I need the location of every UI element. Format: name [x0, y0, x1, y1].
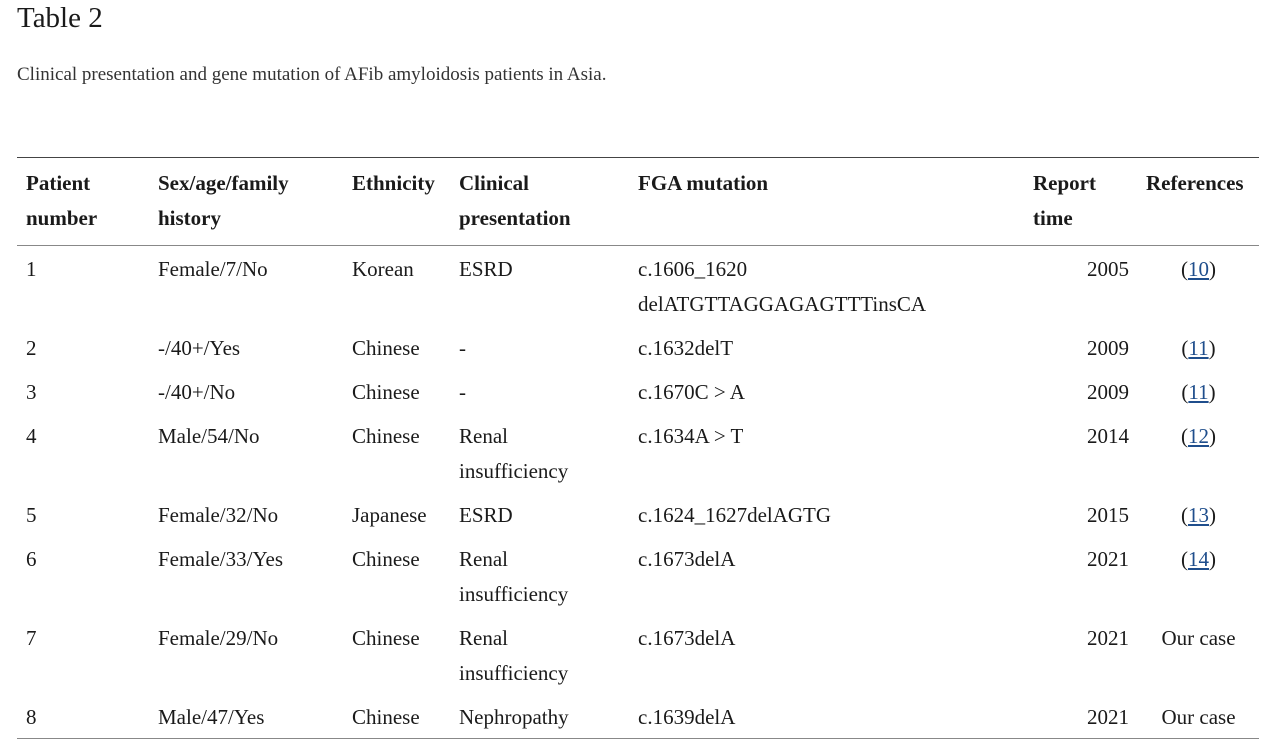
table-row [17, 615, 1259, 694]
cell-patient-number: 5 [26, 503, 37, 527]
cell-sex-age-history: Female/7/No [158, 257, 268, 281]
ref-close-paren: ) [1209, 503, 1216, 527]
table-row [17, 246, 1259, 326]
cell-references [1137, 615, 1259, 694]
ref-close-paren: ) [1209, 424, 1216, 448]
ref-open-paren: ( [1181, 503, 1188, 527]
table-row [17, 492, 1259, 536]
cell-report-time: 2005 [1087, 257, 1129, 281]
table-row [17, 325, 1259, 369]
cell-ethnicity: Japanese [352, 503, 427, 527]
cell-patient-number: 8 [26, 705, 37, 729]
reference-link[interactable]: 14 [1188, 547, 1209, 571]
cell-report-time: 2021 [1087, 547, 1129, 571]
col-header-ethnicity: Ethnicity [352, 171, 435, 195]
cell-patient-number: 6 [26, 547, 37, 571]
cell-report-time: 2015 [1087, 503, 1129, 527]
cell-references [1137, 413, 1259, 492]
data-table [17, 157, 1259, 739]
cell-fga-mutation: c.1634A > T [638, 424, 744, 448]
col-header-clinical-presentation: Clinical presentation [459, 171, 571, 230]
ref-close-paren: ) [1208, 336, 1216, 360]
col-header-report-time: Report time [1033, 171, 1096, 230]
ref-open-paren: ( [1181, 336, 1189, 360]
cell-clinical-presentation: ESRD [459, 257, 513, 281]
cell-sex-age-history: Female/33/Yes [158, 547, 284, 571]
cell-report-time: 2014 [1087, 424, 1129, 448]
cell-sex-age-history: Male/54/No [158, 424, 260, 448]
ref-close-paren: ) [1208, 380, 1216, 404]
cell-fga-mutation: c.1624_1627delAGTG [638, 503, 832, 527]
header-row [17, 158, 1259, 246]
ref-close-paren: ) [1209, 547, 1216, 571]
table-caption: Clinical presentation and gene mutation of AFib amyloidosis patients in Asia. [17, 64, 607, 85]
cell-clinical-presentation: - [459, 380, 466, 404]
cell-references [1137, 536, 1259, 615]
cell-clinical-presentation: ESRD [459, 503, 513, 527]
col-header-fga-mutation: FGA mutation [638, 171, 769, 195]
cell-fga-mutation: c.1670C > A [638, 380, 745, 404]
table-row [17, 694, 1259, 739]
cell-sex-age-history: -/40+/No [158, 380, 236, 404]
table-body [17, 246, 1259, 739]
reference-link[interactable]: 11 [1188, 380, 1209, 404]
ref-open-paren: ( [1181, 424, 1188, 448]
col-header-sex-age-history: Sex/age/family history [158, 171, 289, 230]
cell-ethnicity: Korean [352, 257, 414, 281]
cell-report-time: 2009 [1087, 336, 1129, 360]
ref-open-paren: ( [1181, 380, 1189, 404]
table-row [17, 369, 1259, 413]
table-row [17, 536, 1259, 615]
col-header-references: References [1146, 171, 1244, 195]
reference-link[interactable]: 12 [1188, 424, 1209, 448]
cell-fga-mutation: c.1632delT [638, 336, 734, 360]
cell-clinical-presentation: - [459, 336, 466, 360]
cell-patient-number: 2 [26, 336, 37, 360]
cell-ethnicity: Chinese [352, 336, 420, 360]
cell-ethnicity: Chinese [352, 705, 420, 729]
cell-clinical-presentation: Renal insufficiency [459, 547, 569, 606]
cell-references [1137, 369, 1259, 413]
reference-link[interactable]: 13 [1188, 503, 1209, 527]
cell-patient-number: 4 [26, 424, 37, 448]
cell-references [1137, 694, 1259, 739]
cell-sex-age-history: Female/32/No [158, 503, 279, 527]
cell-report-time: 2009 [1087, 380, 1129, 404]
cell-fga-mutation: c.1673delA [638, 626, 736, 650]
cell-fga-mutation: c.1639delA [638, 705, 736, 729]
cell-patient-number: 3 [26, 380, 37, 404]
cell-ethnicity: Chinese [352, 626, 420, 650]
cell-ethnicity: Chinese [352, 380, 420, 404]
cell-references [1137, 325, 1259, 369]
ref-open-paren: ( [1181, 547, 1188, 571]
cell-clinical-presentation: Renal insufficiency [459, 424, 569, 483]
cell-report-time: 2021 [1087, 626, 1129, 650]
cell-clinical-presentation: Nephropathy [459, 705, 569, 729]
ref-open-paren: ( [1181, 257, 1188, 281]
col-header-patient-number: Patient number [26, 171, 98, 230]
cell-clinical-presentation: Renal insufficiency [459, 626, 569, 685]
table-title: Table 2 [17, 2, 103, 34]
cell-sex-age-history: Female/29/No [158, 626, 279, 650]
cell-fga-mutation: c.1673delA [638, 547, 736, 571]
cell-patient-number: 7 [26, 626, 37, 650]
ref-close-paren: ) [1209, 257, 1216, 281]
cell-sex-age-history: -/40+/Yes [158, 336, 241, 360]
reference-link[interactable]: 10 [1188, 257, 1209, 281]
cell-sex-age-history: Male/47/Yes [158, 705, 265, 729]
cell-ethnicity: Chinese [352, 547, 420, 571]
cell-references [1137, 246, 1259, 326]
reference-link[interactable]: 11 [1188, 336, 1209, 360]
cell-patient-number: 1 [26, 257, 37, 281]
reference-text: Our case [1161, 626, 1236, 650]
cell-fga-mutation: c.1606_1620 delATGTTAGGAGAGTTTinsCA [638, 257, 927, 316]
reference-text: Our case [1161, 705, 1236, 729]
cell-references [1137, 492, 1259, 536]
table-row [17, 413, 1259, 492]
cell-report-time: 2021 [1087, 705, 1129, 729]
cell-ethnicity: Chinese [352, 424, 420, 448]
